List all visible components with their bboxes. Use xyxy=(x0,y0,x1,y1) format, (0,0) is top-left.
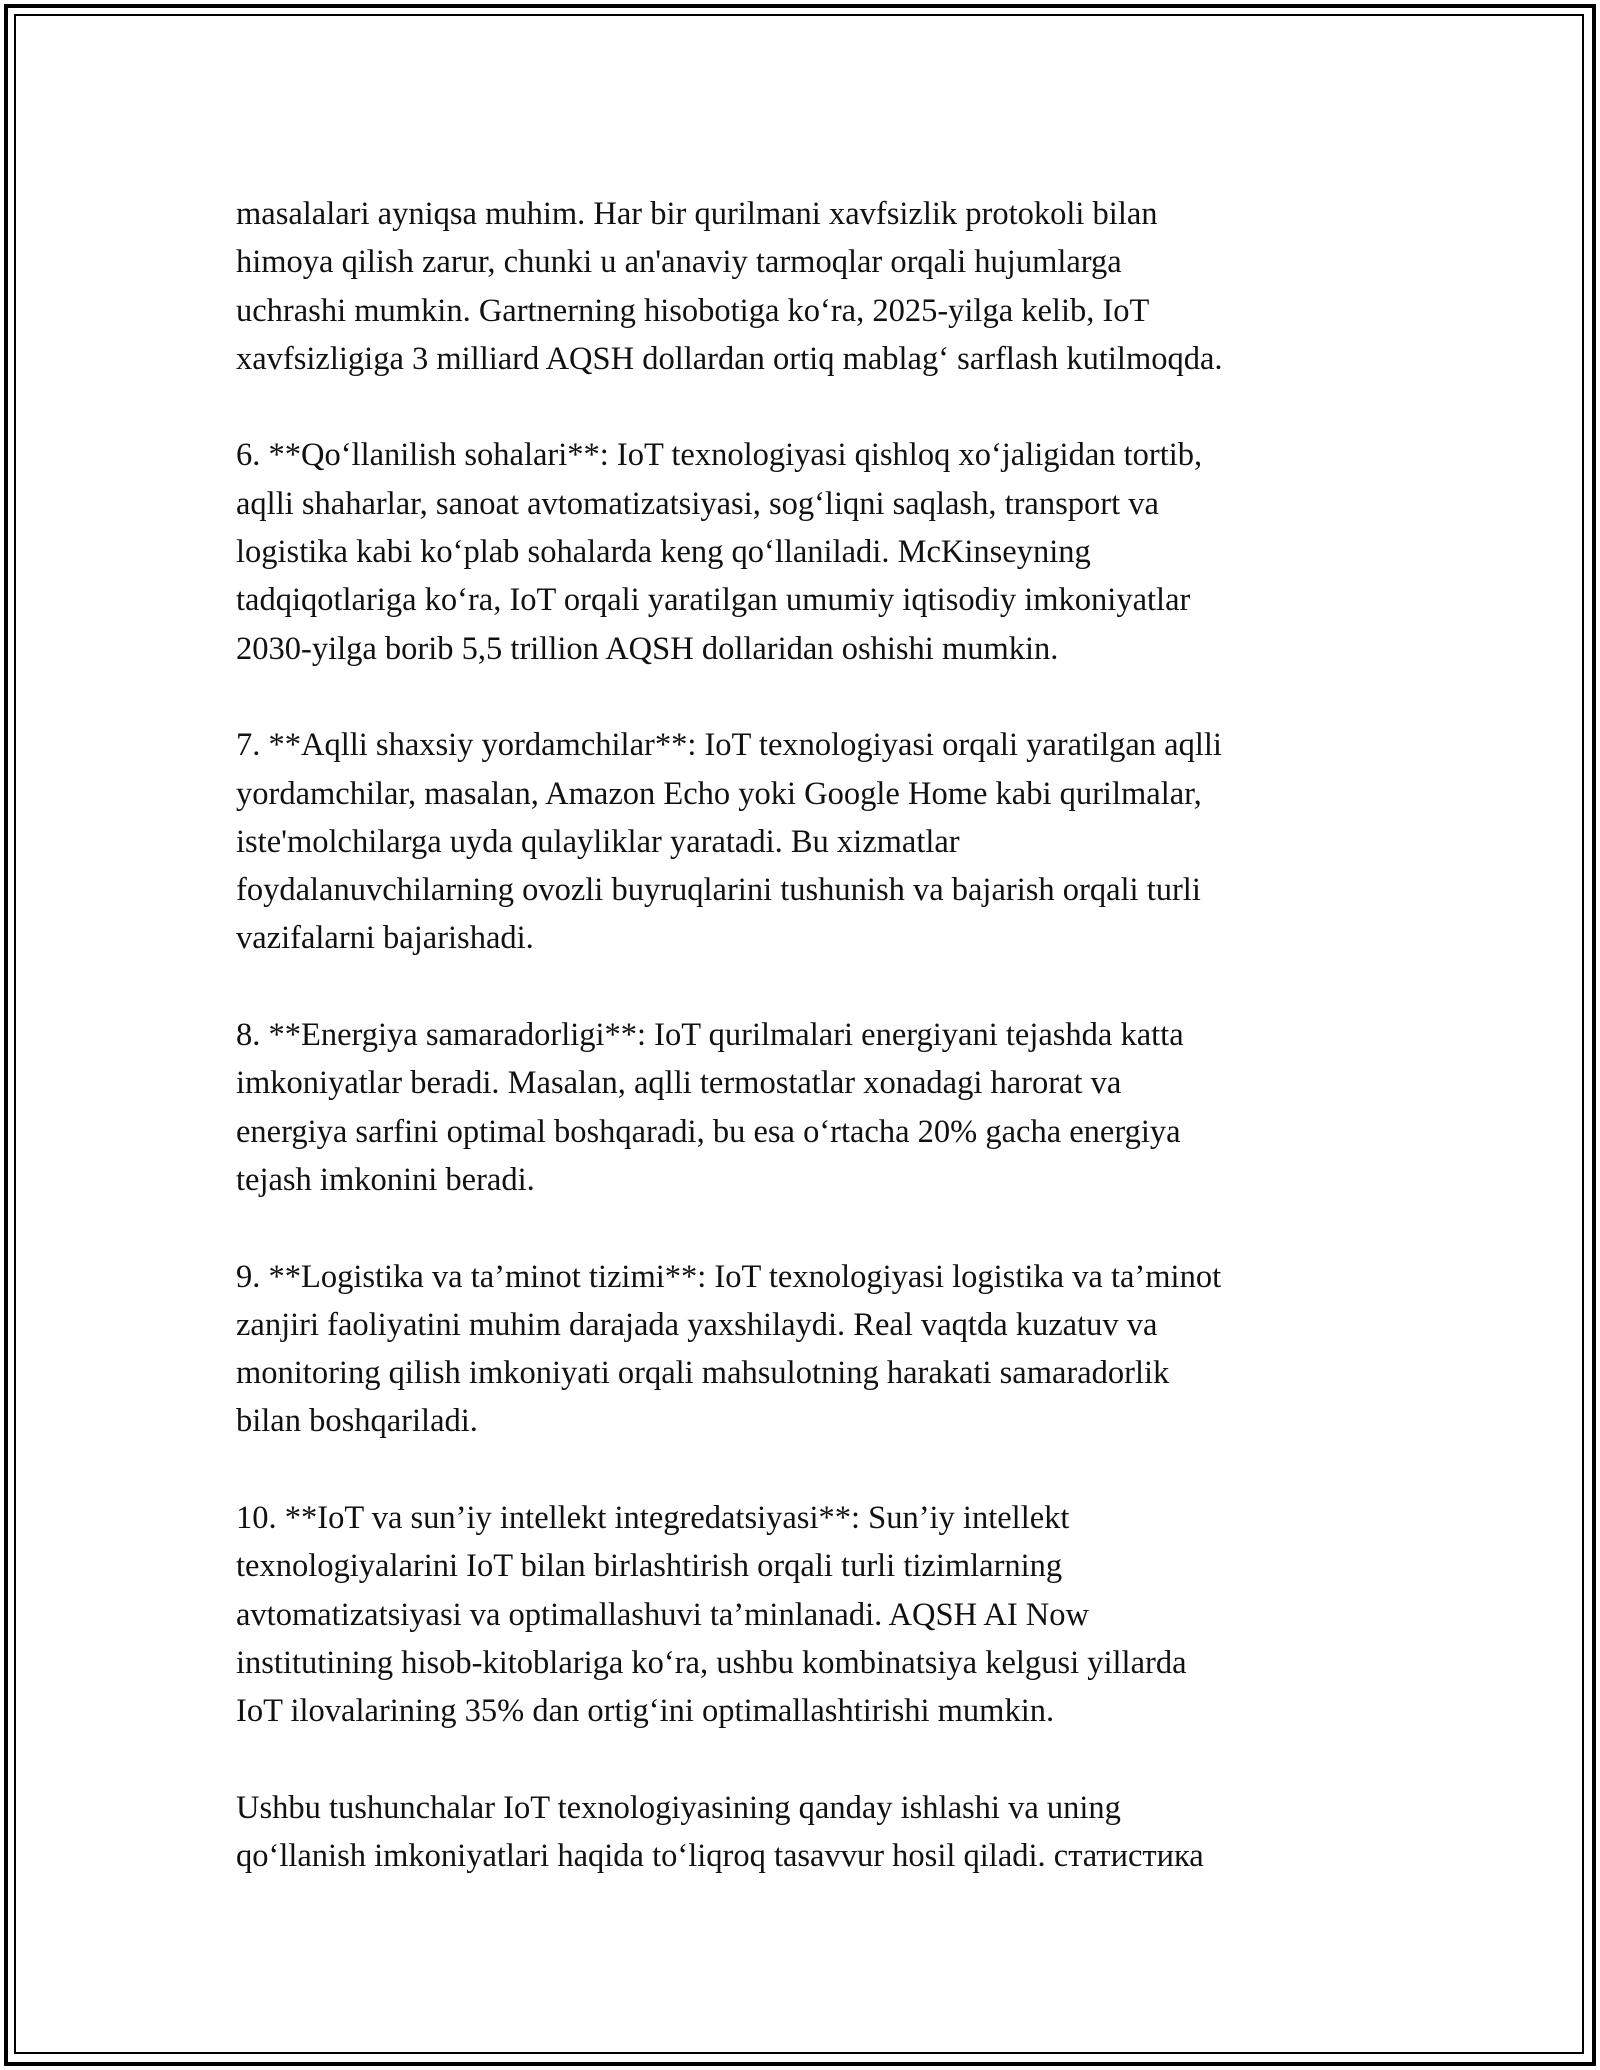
text-line: imkoniyatlar beradi. Masalan, aqlli termostatlar xonadagi harorat va xyxy=(236,1065,1122,1102)
text-line: xavfsizligiga 3 milliard AQSH dollardan ortiq mablag‘ sarflash kutilmoqda. xyxy=(236,340,1223,377)
text-line: bilan boshqariladi. xyxy=(236,1403,478,1440)
text-line: qo‘llanish imkoniyatlari haqida to‘liqroq tasavvur hosil qiladi. статистика xyxy=(236,1838,1204,1875)
text-line: tadqiqotlariga ko‘ra, IoT orqali yaratilgan umumiy iqtisodiy imkoniyatlar xyxy=(236,582,1191,619)
text-line: 7. **Aqlli shaxsiy yordamchilar**: IoT texnologiyasi orqali yaratilgan aqlli xyxy=(236,727,1222,764)
text-line: 8. **Energiya samaradorligi**: IoT qurilmalari energiyani tejashda katta xyxy=(236,1017,1184,1054)
text-line: logistika kabi ko‘plab sohalarda keng qo‘llaniladi. McKinseyning xyxy=(236,534,1091,571)
text-line: energiya sarfini optimal boshqaradi, bu esa o‘rtacha 20% gacha energiya xyxy=(236,1113,1181,1150)
text-line: tejash imkonini beradi. xyxy=(236,1161,535,1198)
text-line: texnologiyalarini IoT bilan birlashtirish orqali turli tizimlarning xyxy=(236,1548,1063,1585)
text-line: 2030-yilga borib 5,5 trillion AQSH dollaridan oshishi mumkin. xyxy=(236,630,1059,667)
paragraph-item-6 xyxy=(236,431,1376,672)
text-line: aqlli shaharlar, sanoat avtomatizatsiyasi, sog‘liqni saqlash, transport va xyxy=(236,485,1159,522)
text-line: IoT ilovalarining 35% dan ortig‘ini optimallashtirishi mumkin. xyxy=(236,1693,1055,1730)
text-line: monitoring qilish imkoniyati orqali mahsulotning harakati samaradorlik xyxy=(236,1355,1170,1392)
text-line: institutining hisob-kitoblariga ko‘ra, ushbu kombinatsiya kelgusi yillarda xyxy=(236,1644,1187,1681)
text-line: 10. **IoT va sun’iy intellekt integredatsiyasi**: Sun’iy intellekt xyxy=(236,1500,1070,1537)
text-line: 9. **Logistika va ta’minot tizimi**: IoT texnologiyasi logistika va ta’minot xyxy=(236,1258,1222,1295)
text-line: 6. **Qo‘llanilish sohalari**: IoT texnologiyasi qishloq xo‘jaligidan tortib, xyxy=(236,437,1203,474)
text-line: iste'molchilarga uyda qulayliklar yaratadi. Bu xizmatlar xyxy=(236,823,960,860)
text-line: himoya qilish zarur, chunki u an'anaviy tarmoqlar orqali hujumlarga xyxy=(236,244,1122,281)
text-line: yordamchilar, masalan, Amazon Echo yoki Google Home kabi qurilmalar, xyxy=(236,775,1202,812)
paragraph-security-intro xyxy=(236,190,1376,383)
paragraph-item-10 xyxy=(236,1494,1376,1735)
text-line: zanjiri faoliyatini muhim darajada yaxshilaydi. Real vaqtda kuzatuv va xyxy=(236,1306,1158,1343)
paragraph-item-8 xyxy=(236,1011,1376,1204)
text-line: uchrashi mumkin. Gartnerning hisobotiga ko‘ra, 2025-yilga kelib, IoT xyxy=(236,292,1150,329)
text-line: avtomatizatsiyasi va optimallashuvi ta’minlanadi. AQSH AI Now xyxy=(236,1596,1089,1633)
document-body xyxy=(236,190,1376,1929)
paragraph-item-9 xyxy=(236,1253,1376,1446)
text-line: foydalanuvchilarning ovozli buyruqlarini tushunish va bajarish orqali turli xyxy=(236,872,1201,909)
paragraph-conclusion xyxy=(236,1784,1376,1881)
text-line: Ushbu tushunchalar IoT texnologiyasining qanday ishlashi va uning xyxy=(236,1789,1121,1826)
text-line: masalalari ayniqsa muhim. Har bir qurilmani xavfsizlik protokoli bilan xyxy=(236,196,1158,232)
text-line: vazifalarni bajarishadi. xyxy=(236,920,534,957)
paragraph-item-7 xyxy=(236,721,1376,962)
